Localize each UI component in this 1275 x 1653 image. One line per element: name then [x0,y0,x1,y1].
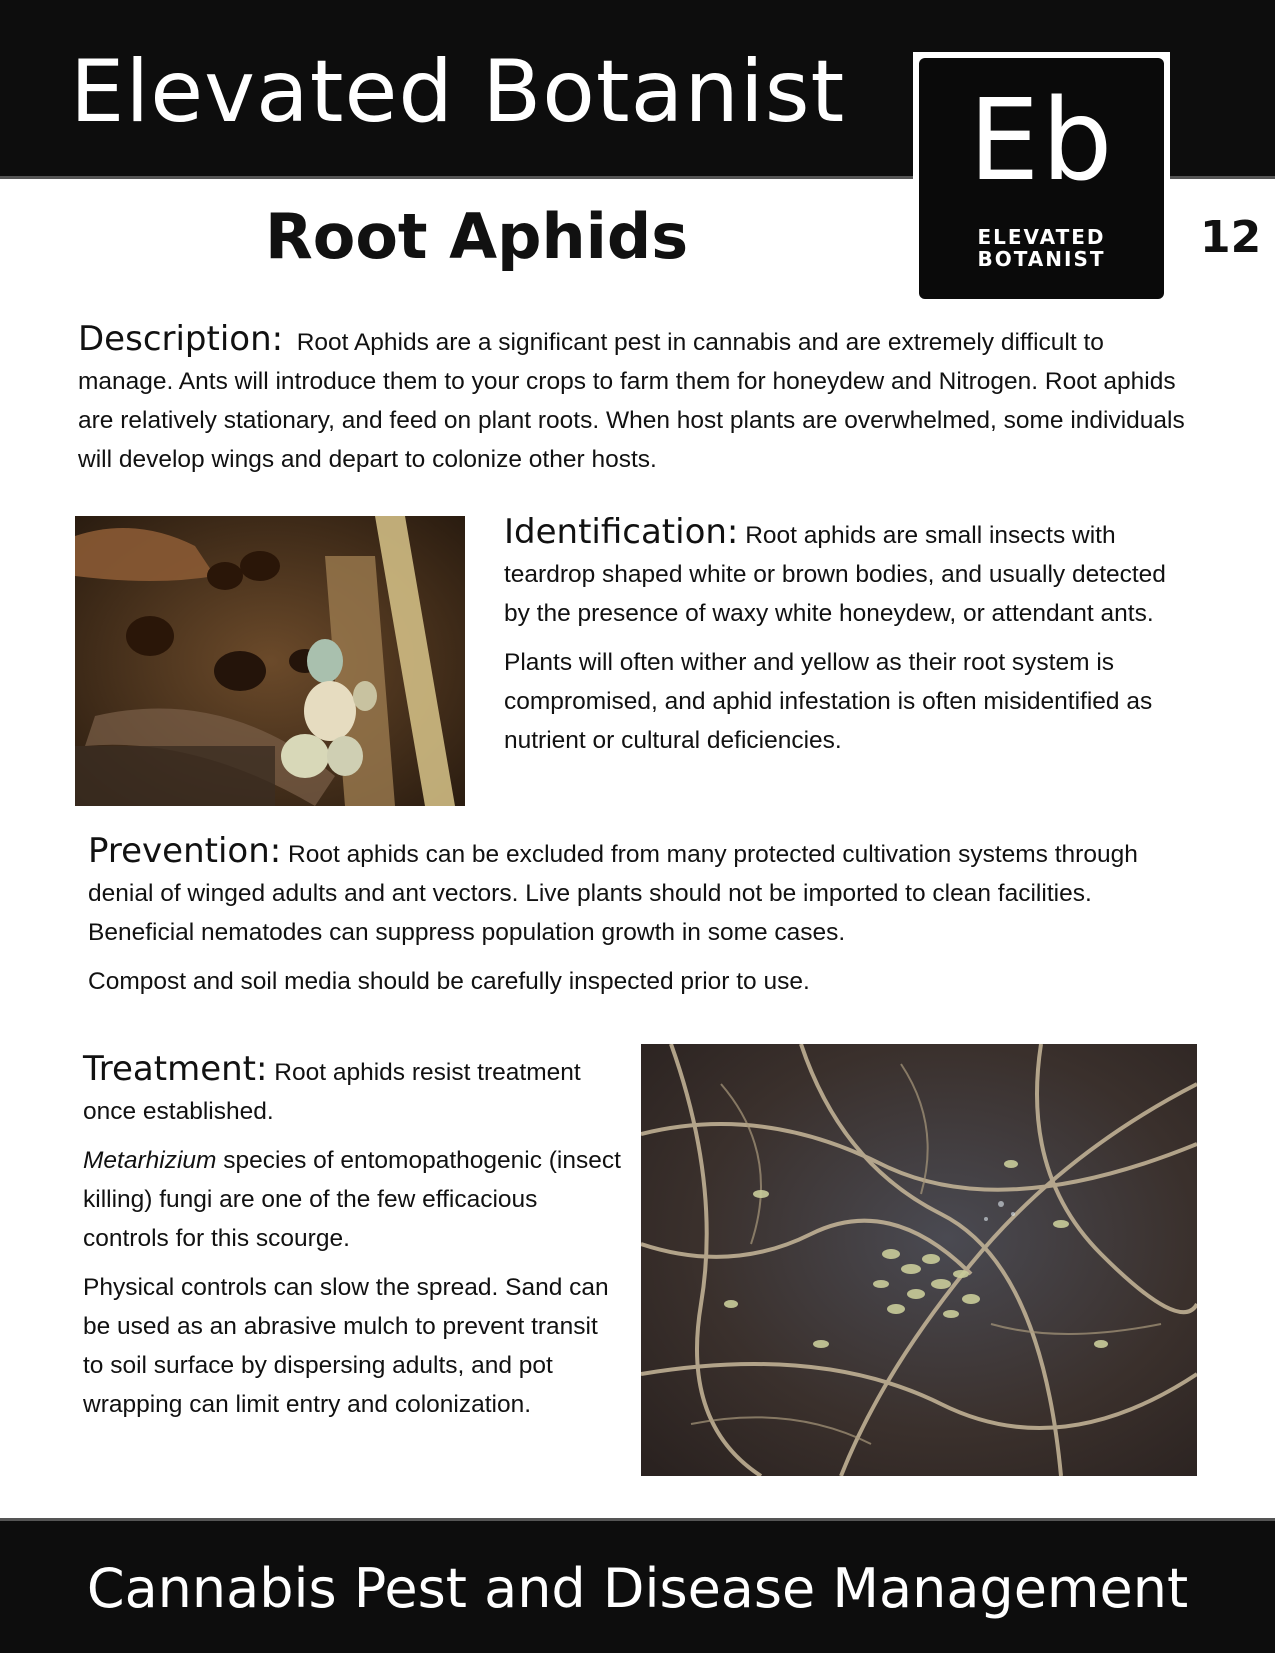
footer-title: Cannabis Pest and Disease Management [86,1557,1189,1620]
treatment-section [83,1050,623,1424]
identification-paragraph-2: Plants will often wither and yellow as their root system is compromised, and aphid infestation is often misidentified as nutrient or cultural deficiencies. [504,649,1153,754]
identification-heading: Identification: [504,512,739,552]
identification-text: Root aphids are small insects with teardrop shaped white or brown bodies, and usually detected by the presence of waxy white honeydew, or attendant ants. [504,522,1166,627]
brand-logo [913,52,1170,305]
prevention-paragraph-2: Compost and soil media should be carefully inspected prior to use. [88,968,810,995]
footer-bar [0,1518,1275,1653]
logo-box [919,58,1164,299]
treatment-heading: Treatment: [83,1049,268,1089]
prevention-heading: Prevention: [88,831,282,871]
root-aphids-image [641,1044,1197,1476]
treatment-text-2: species of entomopathogenic (insect killing) fungi are one of the few efficacious controls for this scourge. [83,1147,621,1252]
page-title: Root Aphids [265,200,689,273]
description-heading: Description: [78,319,284,359]
brand-title: Elevated Botanist [70,42,846,142]
treatment-paragraph-3: Physical controls can slow the spread. Sand can be used as an abrasive mulch to prevent transit to soil surface by dispersing adults, and pot wrapping can limit entry and colonization. [83,1274,609,1418]
logo-name [919,226,1164,270]
metarhizium-term: Metarhizium [83,1147,217,1174]
ants-aphids-image [75,516,465,806]
prevention-section [88,832,1188,1001]
logo-line-1: ELEVATED [977,225,1106,249]
page-number: 12 [1200,212,1262,263]
ants-aphids-photo [75,516,465,806]
logo-line-2: BOTANIST [977,247,1106,271]
treatment-paragraph-2 [83,1141,623,1258]
description-text: Root Aphids are a significant pest in cannabis and are extremely difficult to manage. Ants will introduce them to your crops to farm them for honeydew and Nitrogen. Root aphids are relatively stationary, and feed on plant roots. When host plants are overwhelmed, some individuals will develop wings and depart to colonize other hosts. [78,329,1185,473]
root-aphids-photo [641,1044,1197,1476]
identification-paragraph-1 [504,513,1194,633]
prevention-paragraph-1 [88,832,1188,952]
prevention-text: Root aphids can be excluded from many protected cultivation systems through denial of winged adults and ant vectors. Live plants should not be imported to clean facilities. Beneficial nematodes can suppress population growth in some cases. [88,841,1138,946]
description-section [78,320,1188,479]
logo-symbol: Eb [968,76,1115,206]
identification-section [504,513,1194,760]
treatment-paragraph-1 [83,1050,623,1131]
treatment-text: Root aphids resist treatment once established. [83,1059,581,1125]
